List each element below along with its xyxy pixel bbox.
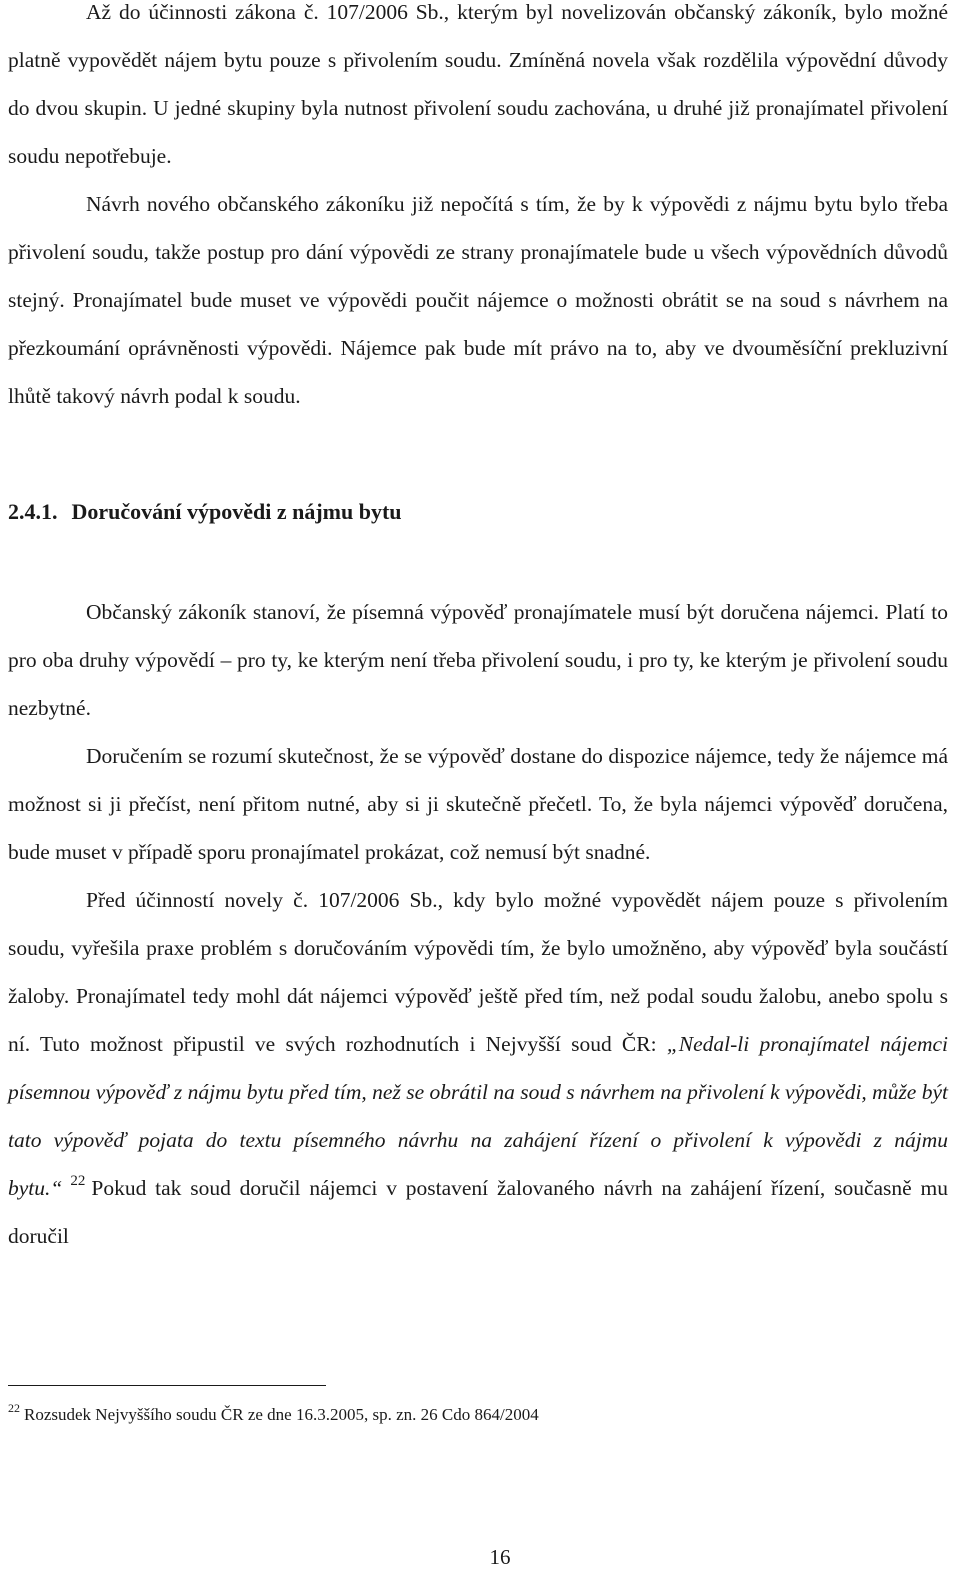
paragraph-3: Občanský zákoník stanoví, že písemná výpověď pronajímatele musí být doručena nájemci. Platí to pro oba druhy výpovědí – pro ty, ke kterým není třeba přivolení soudu, i pro ty, ke kterým je přivolení soudu nezbytné. xyxy=(8,600,948,720)
court-quote: „Nedal-li pronajímatel nájemci písemnou výpověď z nájmu bytu před tím, než se obrátil na soud s návrhem na přivolení k výpovědi, může být tato výpověď pojata do textu písemného návrhu na zahájení řízení o přivolení k výpovědi z nájmu bytu.“ xyxy=(8,1032,948,1200)
document-page xyxy=(8,0,948,1260)
paragraph-5-text: Před účinností novely č. 107/2006 Sb., kdy bylo možné vypovědět nájem pouze s přivolením soudu, vyřešila praxe problém s doručováním výpovědi tím, že bylo umožněno, aby výpověď byla součástí žaloby. Pronajímatel tedy mohl dát nájemci výpověď ještě před tím, než podal soudu žalobu, anebo spolu s ní. Tuto možnost připustil ve svých rozhodnutích i Nejvyšší soud ČR: xyxy=(8,888,948,1056)
section-number: 2.4.1. xyxy=(8,499,58,524)
paragraph-2: Návrh nového občanského zákoníku již nepočítá s tím, že by k výpovědi z nájmu bytu bylo třeba přivolení soudu, takže postup pro dání výpovědi ze strany pronajímatele bude u všech výpovědních důvodů stejný. Pronajímatel bude muset ve výpovědi poučit nájemce o možnosti obrátit se na soud s návrhem na přezkoumání oprávněnosti výpovědi. Nájemce pak bude mít právo na to, aby ve dvouměsíční prekluzivní lhůtě takový návrh podal k soudu. xyxy=(8,192,948,408)
page-number: 16 xyxy=(489,1545,511,1569)
paragraph-5 xyxy=(8,876,948,1260)
footnote xyxy=(8,1400,539,1430)
section-title: Doručování výpovědi z nájmu bytu xyxy=(71,499,402,524)
section-heading xyxy=(8,488,948,536)
paragraph-4: Doručením se rozumí skutečnost, že se výpověď dostane do dispozice nájemce, tedy že nájemce má možnost si ji přečíst, není přitom nutné, aby si ji skutečně přečetl. To, že byla nájemci výpověď doručena, bude muset v případě sporu pronajímatel prokázat, což nemusí být snadné. xyxy=(8,744,948,864)
footnote-reference[interactable]: 22 xyxy=(70,1173,86,1189)
paragraph-1: Až do účinnosti zákona č. 107/2006 Sb., kterým byl novelizován občanský zákoník, bylo možné platně vypovědět nájem bytu pouze s přivolením soudu. Zmíněná novela však rozdělila výpovědní důvody do dvou skupin. U jedné skupiny byla nutnost přivolení soudu zachována, u druhé již pronajímatel přivolení soudu nepotřebuje. xyxy=(8,0,948,168)
footnote-number: 22 xyxy=(8,1401,20,1415)
paragraph-5-continuation: Pokud tak soud doručil nájemci v postavení žalovaného návrh na zahájení řízení, současně mu doručil xyxy=(8,1176,948,1248)
footnote-divider xyxy=(8,1385,326,1386)
footnote-text: Rozsudek Nejvyššího soudu ČR ze dne 16.3.2005, sp. zn. 26 Cdo 864/2004 xyxy=(24,1405,539,1424)
